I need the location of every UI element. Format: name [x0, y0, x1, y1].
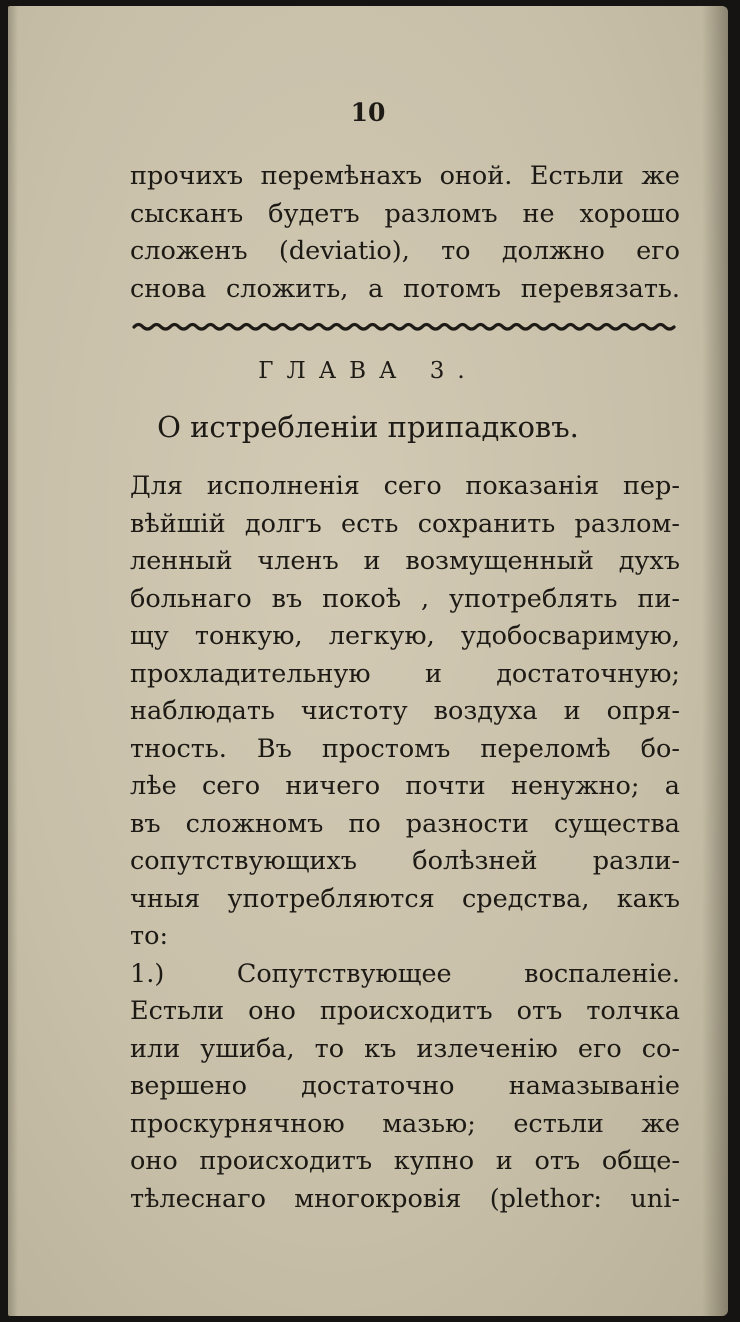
chapter-title: О истребленіи припадковъ. [157, 410, 579, 444]
word: сего [383, 471, 442, 501]
word: обще- [601, 1146, 680, 1176]
word: и [363, 546, 381, 576]
word: сложномъ [185, 808, 324, 839]
word: разности [405, 808, 529, 839]
text-line [130, 581, 680, 619]
word: же [641, 1108, 680, 1139]
word: въ [130, 808, 161, 839]
text-line [130, 843, 680, 881]
word: чистоту [300, 696, 408, 726]
word: отъ [516, 996, 563, 1026]
word: чныя [130, 883, 201, 914]
word: возмущенный [405, 546, 594, 576]
word: или [130, 1033, 181, 1064]
word: къ [364, 1033, 397, 1064]
word: то: [130, 921, 169, 951]
word: разли- [592, 846, 680, 876]
chapter-label: ГЛАВА 3. [258, 358, 478, 384]
text-line [130, 1143, 680, 1181]
word: его [577, 1033, 622, 1064]
word: тность. [130, 733, 227, 764]
text-line [130, 1106, 680, 1144]
word: разломъ [384, 198, 498, 229]
word: тѣлеснаго [130, 1183, 266, 1214]
word: будетъ [268, 198, 360, 229]
text-line [130, 656, 680, 694]
word: покоѣ [322, 583, 402, 614]
word: его [636, 236, 680, 266]
text-line [130, 806, 680, 844]
word: прочихъ [130, 161, 244, 191]
text-line [130, 881, 680, 919]
word: не [522, 198, 555, 229]
word: Естьли [130, 996, 225, 1026]
word: Сопутствующее [236, 958, 452, 989]
word: достаточно [301, 1071, 455, 1101]
page-gutter-shadow [702, 6, 728, 1316]
word: излеченію [416, 1033, 558, 1064]
word: наблюдать [130, 696, 275, 726]
word: существа [553, 808, 680, 839]
word: , [420, 583, 430, 614]
text-line [130, 956, 680, 994]
word: разлом- [574, 508, 680, 539]
text-line [130, 731, 680, 769]
word: хорошо [579, 198, 680, 229]
word: показанія [465, 471, 600, 501]
word: легкую, [328, 621, 435, 651]
word: удобосваримую, [460, 621, 680, 651]
word: происходитъ [319, 996, 493, 1026]
word: простомъ [321, 733, 451, 764]
word: толчка [586, 996, 680, 1026]
word: ненужно; [510, 771, 640, 801]
word: сложенъ [130, 236, 248, 266]
word: а [664, 771, 680, 801]
word: (plethor: [489, 1183, 603, 1214]
word: вершено [130, 1071, 247, 1101]
word: воздуха [433, 696, 538, 726]
word: какъ [616, 883, 680, 914]
word: же [641, 161, 680, 191]
text-line [130, 1031, 680, 1069]
word: сохранить [417, 508, 556, 539]
text-line [130, 993, 680, 1031]
word: есть [341, 508, 399, 539]
word: Въ [256, 733, 292, 764]
word: 1.) [130, 958, 165, 989]
word: переломѣ [480, 733, 611, 764]
book-page [8, 6, 728, 1316]
word: сего [201, 771, 261, 801]
word: то [314, 1033, 345, 1064]
word: должно [501, 236, 605, 266]
word: естьли [513, 1108, 604, 1139]
word: пи- [637, 583, 680, 614]
word: лѣе [130, 771, 177, 801]
text-line [130, 233, 680, 271]
word: опря- [606, 696, 680, 726]
word: Для [130, 471, 184, 501]
word: со- [641, 1033, 680, 1064]
word: перевязать. [520, 273, 680, 304]
word: сложить, [225, 273, 349, 304]
page-number: 10 [350, 98, 386, 127]
word: и [424, 658, 442, 689]
word: происходитъ [199, 1146, 373, 1176]
word: членъ [257, 546, 339, 576]
intro-paragraph [130, 158, 680, 308]
text-line [130, 768, 680, 806]
word: и [495, 1146, 513, 1176]
word: бо- [640, 733, 680, 764]
word: пер- [622, 471, 680, 501]
word: средства, [461, 883, 590, 914]
word: а [368, 273, 384, 304]
word: снова [130, 273, 207, 304]
word: оно [130, 1146, 178, 1176]
word: духъ [618, 546, 680, 576]
text-line [130, 158, 680, 196]
word: тонкую, [194, 621, 303, 651]
text-line [130, 543, 680, 581]
word: многокровія [294, 1183, 462, 1214]
word: оной. [439, 161, 513, 191]
word: долгъ [244, 508, 322, 539]
text-line [130, 1068, 680, 1106]
word: сысканъ [130, 198, 244, 229]
word: употребляются [227, 883, 435, 914]
text-line [130, 468, 680, 506]
word: перемѣнахъ [260, 161, 423, 191]
word: достаточную; [496, 658, 680, 689]
word: купно [393, 1146, 475, 1176]
text-line [130, 196, 680, 234]
word: отъ [534, 1146, 581, 1176]
word: по [348, 808, 381, 839]
word: то [441, 236, 471, 266]
text-line [130, 693, 680, 731]
word: ушиба, [200, 1033, 295, 1064]
word: проскурнячною [130, 1108, 345, 1139]
page-left-shadow [8, 6, 18, 1316]
word: воспаленіе. [524, 958, 680, 989]
word: потомъ [403, 273, 502, 304]
text-line [130, 618, 680, 656]
word: оно [248, 996, 296, 1026]
text-line [130, 1181, 680, 1219]
word: uni- [630, 1183, 680, 1214]
text-line [130, 918, 680, 956]
word: и [563, 696, 581, 726]
word: ленный [130, 546, 233, 576]
word: исполненія [206, 471, 360, 501]
word: вѣйшій [130, 508, 226, 539]
text-line [130, 506, 680, 544]
word: щу [130, 621, 169, 651]
ornamental-divider [132, 319, 676, 333]
word: прохладительную [130, 658, 371, 689]
word: больнаго [130, 583, 252, 614]
word: (deviatio), [278, 236, 410, 266]
word: намазываніе [508, 1071, 680, 1101]
word: употреблять [448, 583, 618, 614]
word: ничего [285, 771, 381, 801]
word: почти [405, 771, 486, 801]
word: въ [271, 583, 303, 614]
body-paragraph [130, 468, 680, 1218]
text-line [130, 271, 680, 309]
word: сопутствующихъ [130, 846, 357, 876]
word: Естьли [529, 161, 624, 191]
word: мазью; [382, 1108, 476, 1139]
word: болѣзней [412, 846, 538, 876]
